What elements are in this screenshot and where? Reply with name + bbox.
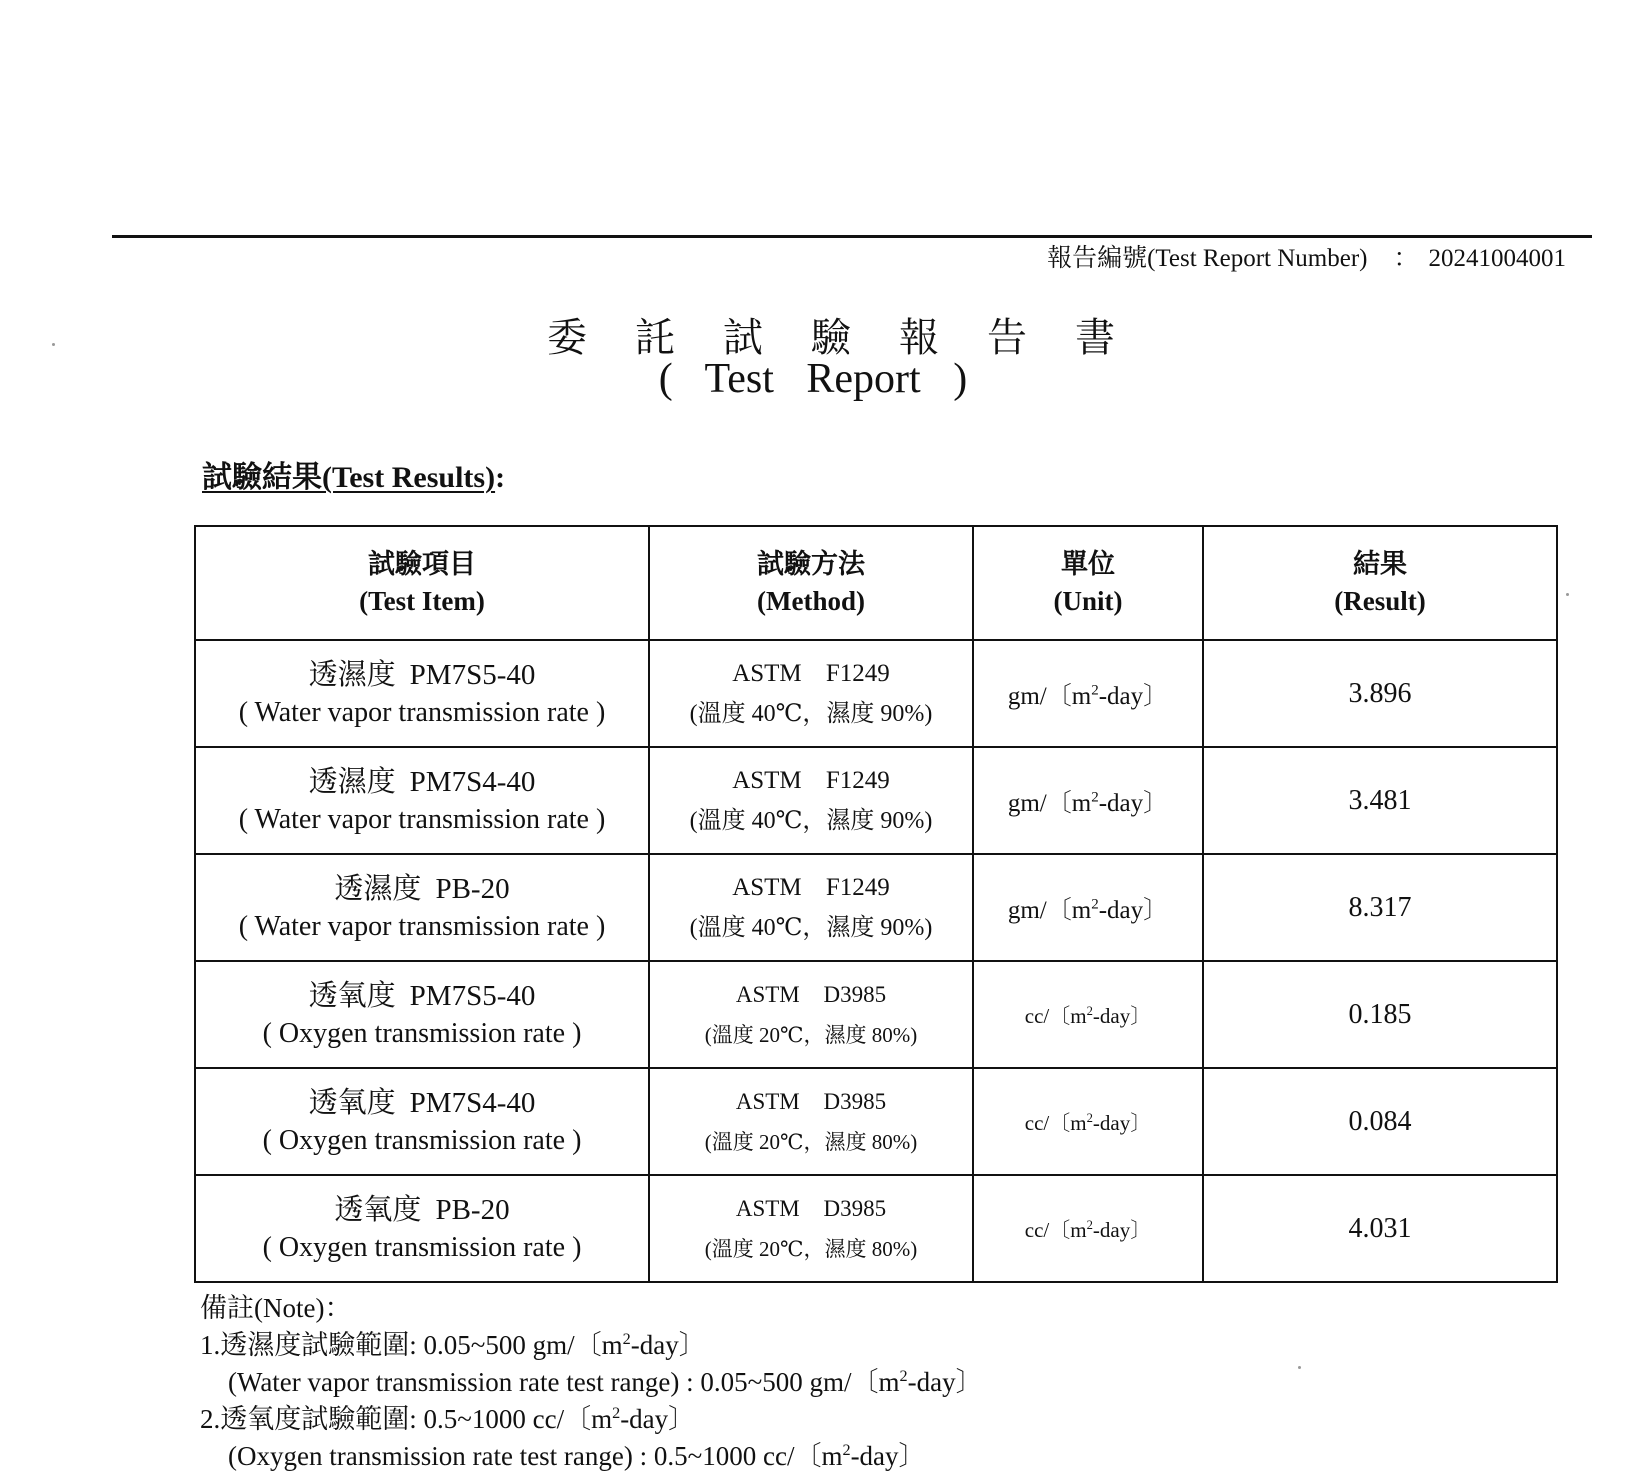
- header-unit-en: (Unit): [1053, 586, 1123, 616]
- item-name-en: ( Oxygen transmission rate ): [262, 1124, 582, 1156]
- notes-title: 備註(Note)：: [200, 1293, 352, 1323]
- item-name-en: ( Oxygen transmission rate ): [262, 1017, 582, 1049]
- unit-suffix: -day〕: [1098, 789, 1169, 817]
- table-row: [195, 1068, 1557, 1175]
- item-name-zh: 透氧度: [308, 1086, 396, 1119]
- note-text: (Oxygen transmission rate test range) : 0.5~1000 cc/〔m: [228, 1441, 843, 1471]
- method-standard: ASTM D3985: [735, 1088, 887, 1114]
- table-header-row: [195, 526, 1557, 640]
- material-code: PM7S4-40: [409, 1086, 536, 1119]
- cell-method: [649, 854, 973, 961]
- header-test-item: [195, 526, 649, 640]
- unit-exponent: 2: [1086, 1003, 1093, 1018]
- unit-suffix: -day〕: [1092, 1110, 1152, 1135]
- method-condition: (溫度 20℃，濕度 80%): [704, 1129, 918, 1154]
- test-results-table: [194, 525, 1558, 1283]
- note-suffix: -day〕: [620, 1404, 696, 1434]
- header-unit-zh: 單位: [1061, 549, 1115, 579]
- cell-unit: [973, 854, 1203, 961]
- note-exponent: 2: [622, 1330, 631, 1348]
- section-heading-colon: :: [495, 461, 506, 494]
- unit-exponent: 2: [1086, 1217, 1093, 1232]
- method-condition: (溫度 20℃，濕度 80%): [704, 1022, 918, 1047]
- table-row: [195, 854, 1557, 961]
- cell-unit: [973, 640, 1203, 747]
- document-title-zh: 委託試驗報告書: [547, 315, 1163, 360]
- note-suffix: -day〕: [850, 1441, 926, 1471]
- scan-speck: [1298, 1366, 1301, 1369]
- material-code: PB-20: [435, 872, 510, 905]
- cell-unit: [973, 747, 1203, 854]
- unit-suffix: -day〕: [1098, 682, 1169, 710]
- note-line: [200, 1401, 983, 1438]
- cell-method: [649, 961, 973, 1068]
- unit-suffix: -day〕: [1092, 1003, 1152, 1028]
- table-row: [195, 747, 1557, 854]
- header-result: [1203, 526, 1557, 640]
- cell-test-item: [195, 854, 649, 961]
- item-name-en: ( Oxygen transmission rate ): [262, 1231, 582, 1263]
- cell-test-item: [195, 1175, 649, 1282]
- unit-exponent: 2: [1091, 682, 1099, 699]
- note-exponent: 2: [899, 1367, 908, 1385]
- cell-method: [649, 640, 973, 747]
- method-condition: (溫度 40℃，濕度 90%): [689, 914, 933, 941]
- report-number-label: 報告編號(Test Report Number): [1047, 245, 1368, 272]
- item-name-zh: 透濕度: [308, 658, 396, 691]
- cell-test-item: [195, 1068, 649, 1175]
- note-suffix: -day〕: [907, 1367, 983, 1397]
- header-result-en: (Result): [1334, 586, 1426, 616]
- method-condition: (溫度 20℃，濕度 80%): [704, 1236, 918, 1261]
- unit-prefix: cc/〔m: [1024, 1003, 1087, 1028]
- cell-method: [649, 747, 973, 854]
- item-name-zh: 透氧度: [308, 979, 396, 1012]
- item-name-zh: 透氧度: [334, 1193, 422, 1226]
- cell-test-item: [195, 747, 649, 854]
- header-method-en: (Method): [757, 586, 865, 616]
- unit-exponent: 2: [1086, 1110, 1093, 1125]
- item-name-en: ( Water vapor transmission rate ): [238, 803, 606, 835]
- header-test-item-en: (Test Item): [359, 586, 485, 616]
- note-suffix: -day〕: [630, 1330, 706, 1360]
- table-row: [195, 961, 1557, 1068]
- cell-result: 3.481: [1203, 747, 1557, 854]
- unit-prefix: gm/〔m: [1007, 682, 1092, 710]
- method-condition: (溫度 40℃，濕度 90%): [689, 807, 933, 834]
- material-code: PB-20: [435, 1193, 510, 1226]
- cell-result: 8.317: [1203, 854, 1557, 961]
- unit-suffix: -day〕: [1092, 1217, 1152, 1242]
- unit-prefix: cc/〔m: [1024, 1217, 1087, 1242]
- method-condition: (溫度 40℃，濕度 90%): [689, 700, 933, 727]
- method-standard: ASTM F1249: [732, 873, 890, 901]
- note-line: [200, 1327, 983, 1364]
- header-test-item-zh: 試驗項目: [368, 549, 476, 579]
- cell-result: 4.031: [1203, 1175, 1557, 1282]
- unit-prefix: gm/〔m: [1007, 789, 1092, 817]
- cell-result: 3.896: [1203, 640, 1557, 747]
- method-standard: ASTM D3985: [735, 981, 887, 1007]
- notes-section: [200, 1290, 983, 1475]
- unit-prefix: cc/〔m: [1024, 1110, 1087, 1135]
- header-result-zh: 結果: [1353, 549, 1407, 579]
- note-line: [200, 1364, 983, 1401]
- method-standard: ASTM D3985: [735, 1195, 887, 1221]
- item-name-en: ( Water vapor transmission rate ): [238, 696, 606, 728]
- cell-test-item: [195, 961, 649, 1068]
- cell-unit: [973, 1175, 1203, 1282]
- note-exponent: 2: [842, 1441, 851, 1459]
- cell-method: [649, 1068, 973, 1175]
- method-standard: ASTM F1249: [732, 659, 890, 687]
- note-text: 1.透濕度試驗範圍: 0.05~500 gm/〔m: [200, 1330, 623, 1360]
- cell-test-item: [195, 640, 649, 747]
- unit-prefix: gm/〔m: [1007, 896, 1092, 924]
- unit-suffix: -day〕: [1098, 896, 1169, 924]
- cell-result: 0.084: [1203, 1068, 1557, 1175]
- note-text: (Water vapor transmission rate test range) : 0.05~500 gm/〔m: [228, 1367, 900, 1397]
- report-number: [1047, 238, 1566, 274]
- scan-speck: [1566, 593, 1569, 596]
- table-row: [195, 640, 1557, 747]
- material-code: PM7S5-40: [409, 979, 536, 1012]
- item-name-en: ( Water vapor transmission rate ): [238, 910, 606, 942]
- header-method: [649, 526, 973, 640]
- item-name-zh: 透濕度: [334, 872, 422, 905]
- cell-unit: [973, 961, 1203, 1068]
- note-exponent: 2: [612, 1404, 621, 1422]
- unit-exponent: 2: [1091, 789, 1099, 806]
- item-name-zh: 透濕度: [308, 765, 396, 798]
- cell-unit: [973, 1068, 1203, 1175]
- header-unit: [973, 526, 1203, 640]
- section-heading: [202, 452, 505, 496]
- note-text: 2.透氧度試驗範圍: 0.5~1000 cc/〔m: [200, 1404, 613, 1434]
- cell-result: 0.185: [1203, 961, 1557, 1068]
- material-code: PM7S4-40: [409, 765, 536, 798]
- table-row: [195, 1175, 1557, 1282]
- note-line: [200, 1438, 983, 1475]
- unit-exponent: 2: [1091, 896, 1099, 913]
- cell-method: [649, 1175, 973, 1282]
- method-standard: ASTM F1249: [732, 766, 890, 794]
- header-method-zh: 試驗方法: [757, 549, 865, 579]
- report-number-value: 20241004001: [1428, 245, 1566, 272]
- scan-speck: [52, 343, 55, 346]
- document-title-en: ( Test Report ): [658, 356, 968, 402]
- material-code: PM7S5-40: [409, 658, 536, 691]
- report-number-separator: ：: [1393, 245, 1419, 272]
- section-heading-text: 試驗結果(Test Results): [202, 461, 496, 494]
